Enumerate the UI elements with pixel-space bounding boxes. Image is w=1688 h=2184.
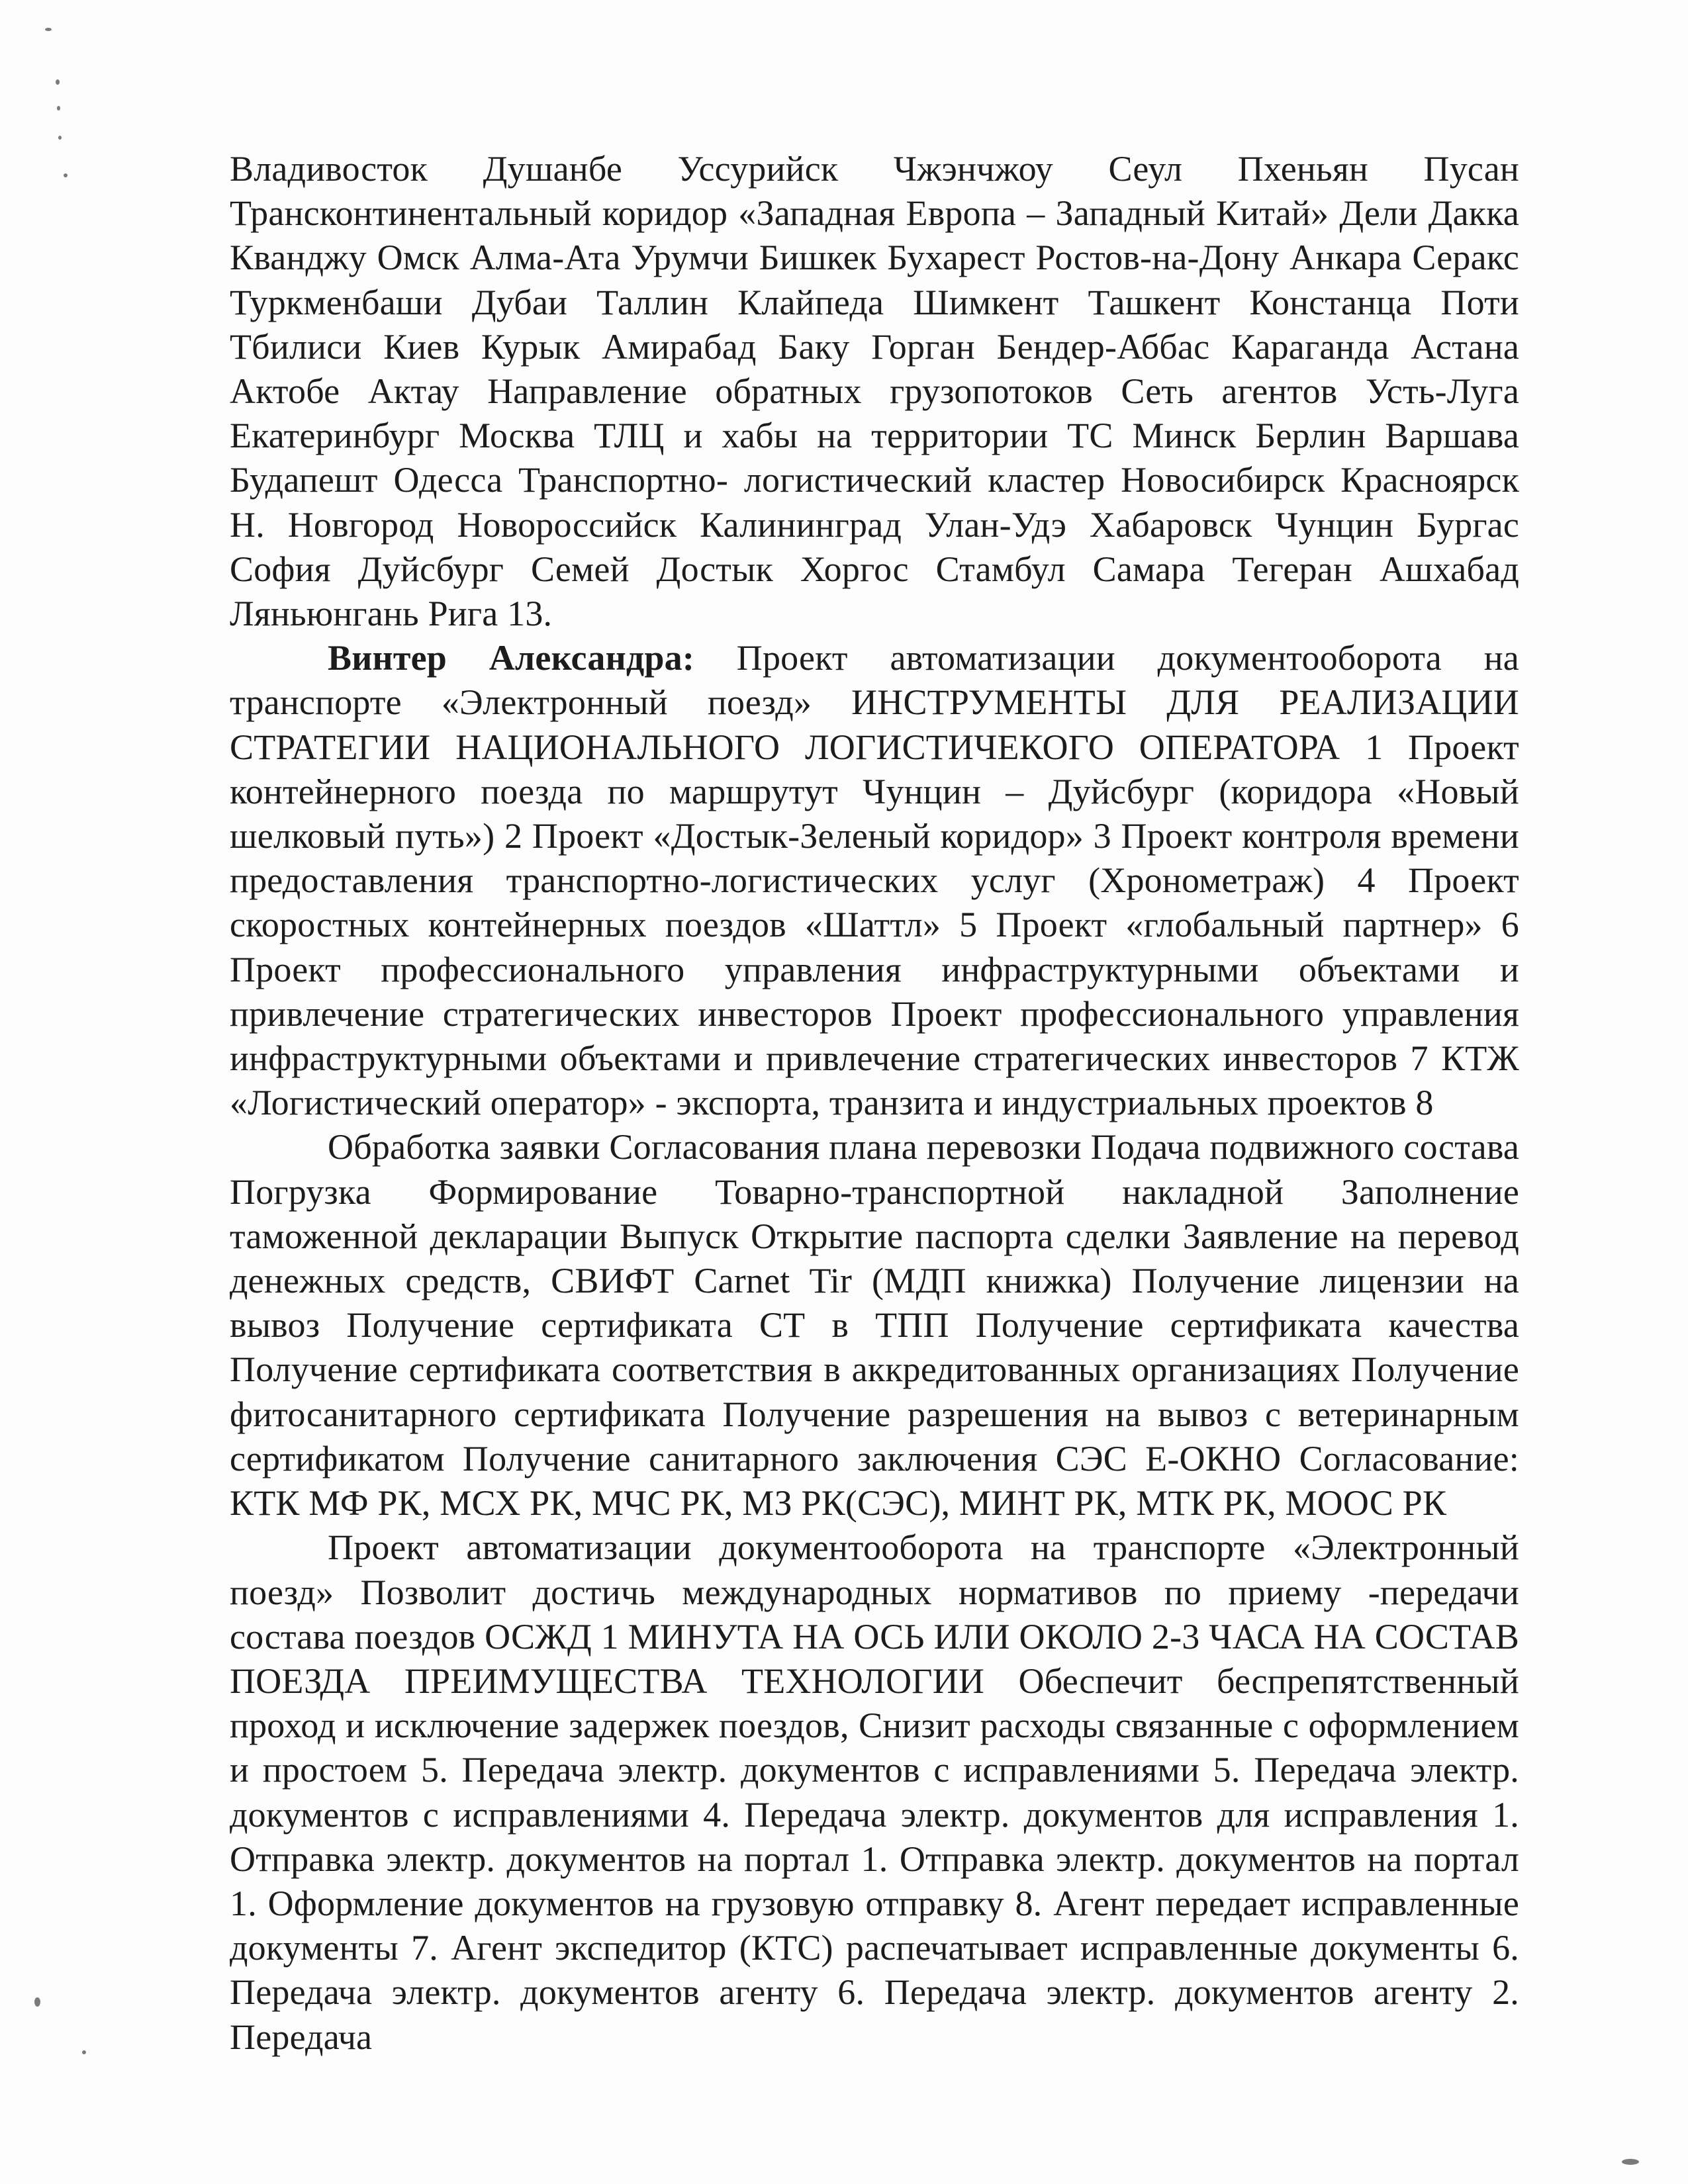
paragraph-text: Проект автоматизации документооборота на транспорте «Электронный поезд» ИНСТРУМЕНТЫ ДЛЯ РЕАЛИЗАЦИИ СТРАТЕГИИ НАЦИОНАЛЬНОГО ЛОГИСТИЧЕКОГО ОПЕРАТОРА 1 Проект контейнерного поезда по маршрутут Чунцин – Дуйсбург (коридора «Новый шелковый путь») 2 Проект «Достык-Зеленый коридор» 3 Проект контроля времени предоставления транспортно-логистических услуг (Хронометраж) 4 Проект скоростных контейнерных поездов «Шаттл» 5 Проект «глобальный партнер» 6 Проект профессионального управления инфраструктурными объектами и привлечение стратегических инвесторов Проект профессионального управления инфраструктурными объектами и привлечение стратегических инвесторов 7 КТЖ «Логистический оператор» - экспорта, транзита и индустриальных проектов 8 — [230, 638, 1519, 1123]
speaker-name: Винтер Александра: — [328, 638, 695, 678]
scan-speck — [64, 173, 68, 177]
paragraph-electronic-train — [230, 1525, 1519, 2059]
scan-speck — [58, 136, 62, 140]
paragraph-procedures — [230, 1125, 1519, 1525]
document-body — [230, 147, 1519, 2060]
scan-speck — [1622, 2159, 1639, 2165]
scan-speck — [56, 79, 60, 85]
paragraph-text: Проект автоматизации документооборота на транспорте «Электронный поезд» Позволит достичь международных нормативов по приему -передачи состава поездов ОСЖД 1 МИНУТА НА ОСЬ ИЛИ ОКОЛО 2-3 ЧАСА НА СОСТАВ ПОЕЗДА ПРЕИМУЩЕСТВА ТЕХНОЛОГИИ Обеспечит беспрепятственный проход и исключение задержек поездов, Снизит расходы связанные с оформлением и простоем 5. Передача электр. документов с исправлениями 5. Передача электр. документов с исправлениями 4. Передача электр. документов для исправления 1. Отправка электр. документов на портал 1. Отправка электр. документов на портал 1. Оформление документов на грузовую отправку 8. Агент передает исправленные документы 7. Агент экспедитор (КТС) распечатывает исправленные документы 6. Передача электр. документов агенту 6. Передача электр. документов агенту 2. Передача — [230, 1527, 1519, 2057]
scan-speck — [45, 28, 52, 31]
scan-speck — [82, 2050, 86, 2054]
paragraph-text: Владивосток Душанбе Уссурийск Чжэнчжоу Сеул Пхеньян Пусан Трансконтинентальный коридор «Западная Европа – Западный Китай» Дели Дакка Кванджу Омск Алма-Ата Урумчи Бишкек Бухарест Ростов-на-Дону Анкара Серакс Туркменбаши Дубаи Таллин Клайпеда Шимкент Ташкент Констанца Поти Тбилиси Киев Курык Амирабад Баку Горган Бендер-Аббас Караганда Астана Актобе Актау Направление обратных грузопотоков Сеть агентов Усть-Луга Екатеринбург Москва ТЛЦ и хабы на территории ТС Минск Берлин Варшава Будапешт Одесса Транспортно- логистический кластер Новосибирск Красноярск Н. Новгород Новороссийск Калининград Улан-Удэ Хабаровск Чунцин Бургас София Дуйсбург Семей Достык Хоргос Стамбул Самара Тегеран Ашхабад Ляньюнгань Рига 13. — [230, 149, 1519, 634]
paragraph-city-list — [230, 147, 1519, 636]
scan-speck — [57, 106, 60, 111]
scan-speck — [34, 1997, 40, 2007]
paragraph-speaker-winter — [230, 636, 1519, 1125]
paragraph-text: Обработка заявки Согласования плана перевозки Подача подвижного состава Погрузка Формирование Товарно-транспортной накладной Заполнение таможенной декларации Выпуск Открытие паспорта сделки Заявление на перевод денежных средств, СВИФТ Carnet Tir (МДП книжка) Получение лицензии на вывоз Получение сертификата СТ в ТПП Получение сертификата качества Получение сертификата соответствия в аккредитованных организациях Получение фитосанитарного сертификата Получение разрешения на вывоз с ветеринарным сертификатом Получение санитарного заключения СЭС Е-ОКНО Согласование: КТК МФ РК, МСХ РК, МЧС РК, МЗ РК(СЭС), МИНТ РК, МТК РК, МООС РК — [230, 1127, 1519, 1524]
